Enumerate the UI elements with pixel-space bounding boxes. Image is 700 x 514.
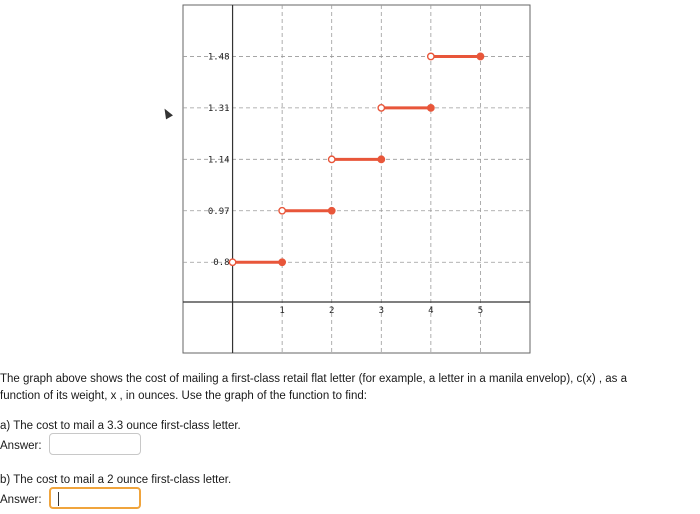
closed-endpoint xyxy=(427,104,434,111)
open-endpoint xyxy=(378,105,384,111)
text-caret xyxy=(58,492,59,506)
open-endpoint xyxy=(229,259,235,265)
x-tick-label: 2 xyxy=(329,306,335,316)
answer-b-label: Answer: xyxy=(0,494,42,506)
y-tick-label: 1.14 xyxy=(207,155,230,166)
x-tick-label: 5 xyxy=(477,306,484,316)
open-endpoint xyxy=(329,156,335,162)
answer-a-input[interactable] xyxy=(49,433,141,455)
y-tick-label: 1.31 xyxy=(207,103,230,114)
answer-a-label: Answer: xyxy=(0,440,42,452)
question-line-1: The graph above shows the cost of mailing a first-class retail flat letter (for example, a letter in a manila envelop), c(x) , as a xyxy=(0,373,628,385)
closed-endpoint xyxy=(477,53,484,60)
question-text xyxy=(0,371,700,405)
answer-b-input[interactable] xyxy=(49,487,141,509)
part-a-prompt: a) The cost to mail a 3.3 ounce first-class letter. xyxy=(0,420,241,432)
x-tick-label: 1 xyxy=(279,306,285,316)
open-endpoint xyxy=(428,53,434,59)
x-tick-label: 4 xyxy=(428,306,434,316)
part-b-prompt: b) The cost to mail a 2 ounce first-class letter. xyxy=(0,474,232,486)
y-tick-label: 0.97 xyxy=(207,206,230,217)
closed-endpoint xyxy=(378,156,385,163)
question-line-2: function of its weight, x , in ounces. Use the graph of the function to find: xyxy=(0,390,367,402)
y-tick-label: 1.48 xyxy=(207,52,230,63)
closed-endpoint xyxy=(279,259,286,266)
open-endpoint xyxy=(279,208,285,214)
closed-endpoint xyxy=(328,207,335,214)
y-tick-label: 0.8 xyxy=(213,258,230,269)
x-tick-label: 3 xyxy=(378,306,384,316)
